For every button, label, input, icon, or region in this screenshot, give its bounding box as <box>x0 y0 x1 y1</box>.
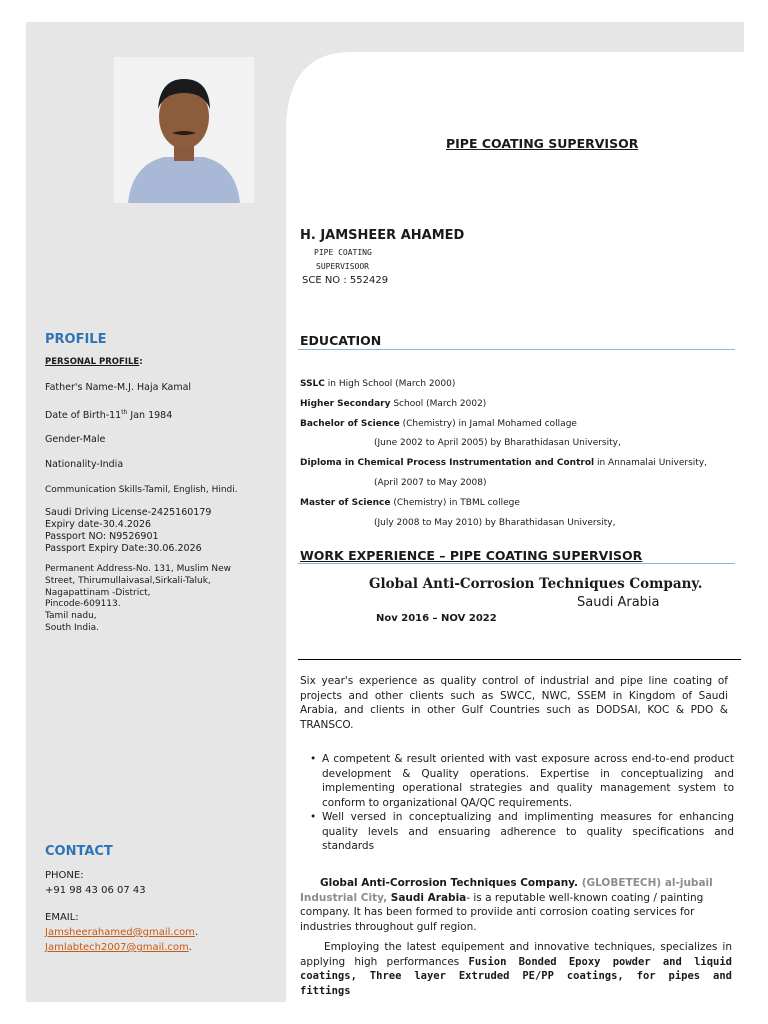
work-divider <box>298 563 735 564</box>
company-country: Saudi Arabia <box>577 595 660 610</box>
education-heading: EDUCATION <box>300 333 382 348</box>
email-link-primary[interactable]: Jamsheerahamed@gmail.com <box>45 927 195 938</box>
gender: Gender-Male <box>45 434 106 445</box>
section-separator <box>298 659 741 660</box>
sce-number: SCE NO : 552429 <box>302 275 389 286</box>
address-line: Nagapattinam -District, <box>45 587 151 598</box>
company-description-location: (GLOBETECH) al-jubail Industrial City, <box>300 877 713 904</box>
company-services: Employing the latest equipement and innovative techniques, specializes in applying high performances Fusion Bonded Epoxy powder and liquid coatings, Three layer Extruded PE/PP coatings, for pipes and fittings <box>300 941 732 997</box>
address-line: Tamil nadu, <box>45 611 97 622</box>
address-line: Street, Thirumullaivasal,Sirkali-Taluk, <box>45 575 211 586</box>
edu-sslc: SSLC in High School (March 2000) <box>300 379 456 389</box>
role-line-1: PIPE COATING <box>314 248 372 257</box>
father-name: Father's Name-M.J. Haja Kamal <box>45 382 192 393</box>
education-divider <box>298 349 735 350</box>
edu-bsc-dates: (June 2002 to April 2005) by Bharathidasan University, <box>374 438 621 449</box>
role-line-2: SUPERVISOOR <box>316 262 369 271</box>
edu-diploma-dates: (April 2007 to May 2008) <box>374 477 487 488</box>
candidate-name: H. JAMSHEER AHAMED <box>300 228 465 243</box>
profile-heading: PROFILE <box>45 332 107 347</box>
license-expiry: Expiry date-30.4.2026 <box>45 519 152 530</box>
edu-msc-dates: (July 2008 to May 2010) by Bharathidasan University, <box>374 517 616 528</box>
phone-number: +91 98 43 06 07 43 <box>45 885 146 896</box>
driving-license-block <box>45 507 211 555</box>
job-title-heading: PIPE COATING SUPERVISOR <box>446 136 639 151</box>
profile-photo <box>114 57 254 203</box>
personal-profile-subheading: PERSONAL PROFILE: <box>45 357 143 367</box>
experience-bullet: • A competent & result oriented with vast exposure across end-to-end product development & Quality operations. Expertise in conceptualizing and implementing operational strategies and quality management system to conform to organizational QA/QC requirements. <box>300 752 734 810</box>
permanent-address <box>45 564 231 635</box>
experience-bullet: • Well versed in conceptualizing and implimenting measures for enhancing quality levels and ensuaring adherence to quality specifications and standards <box>300 810 734 854</box>
nationality: Nationality-India <box>45 459 124 470</box>
address-line: South India. <box>45 622 99 633</box>
email-label: EMAIL: <box>45 912 79 923</box>
contact-heading: CONTACT <box>45 844 113 859</box>
experience-summary: Six year's experience as quality control of industrial and pipe line coating of projects and other clients such as SWCC, NWC, SSEM in Kingdom of Saudi Arabia, and clients in other Gulf Countries such as DODSAI, KOC & PDO & TRANSCO. <box>300 675 728 731</box>
company-description: Global Anti-Corrosion Techniques Company. (GLOBETECH) al-jubail Industrial City, Saudi Arabia- is a reputable well-known coating / painting company. It has been formed to proviide anti corrosion coating services for industries throughout gulf region. <box>300 877 713 933</box>
company-description-country: Saudi Arabia <box>387 891 467 904</box>
phone-label: PHONE: <box>45 870 84 881</box>
email-link-secondary[interactable]: Jamlabtech2007@gmail.com <box>45 942 189 953</box>
date-of-birth: Date of Birth-11th Jan 1984 <box>45 409 173 422</box>
experience-bullets <box>300 752 734 854</box>
company-description-name: Global Anti-Corrosion Techniques Company. <box>320 877 579 889</box>
passport-number: Passport NO: N9526901 <box>45 531 159 542</box>
edu-diploma: Diploma in Chemical Process Instrumentation and Control in Annamalai University, <box>300 458 708 469</box>
company-name: Global Anti-Corrosion Techniques Company. <box>369 576 703 592</box>
education-list <box>300 378 740 529</box>
contact-block: PHONE: +91 98 43 06 07 43 EMAIL: Jamsheerahamed@gmail.com. Jamlabtech2007@gmail.com. <box>45 870 199 953</box>
employment-dates: Nov 2016 – NOV 2022 <box>376 613 497 624</box>
edu-msc: Master of Science (Chemistry) in TBML college <box>300 497 520 508</box>
work-experience-heading: WORK EXPERIENCE – PIPE COATING SUPERVISOR <box>300 548 643 563</box>
driving-license: Saudi Driving License-2425160179 <box>45 507 212 518</box>
edu-higher-secondary: Higher Secondary School (March 2002) <box>300 398 487 409</box>
address-line: Pincode-609113. <box>45 599 121 610</box>
address-line: Permanent Address-No. 131, Muslim New <box>45 564 232 574</box>
edu-bsc: Bachelor of Science (Chemistry) in Jamal Mohamed collage <box>300 418 577 429</box>
passport-expiry: Passport Expiry Date:30.06.2026 <box>45 543 202 554</box>
communication-skills: Communication Skills-Tamil, English, Hindi. <box>45 485 238 495</box>
